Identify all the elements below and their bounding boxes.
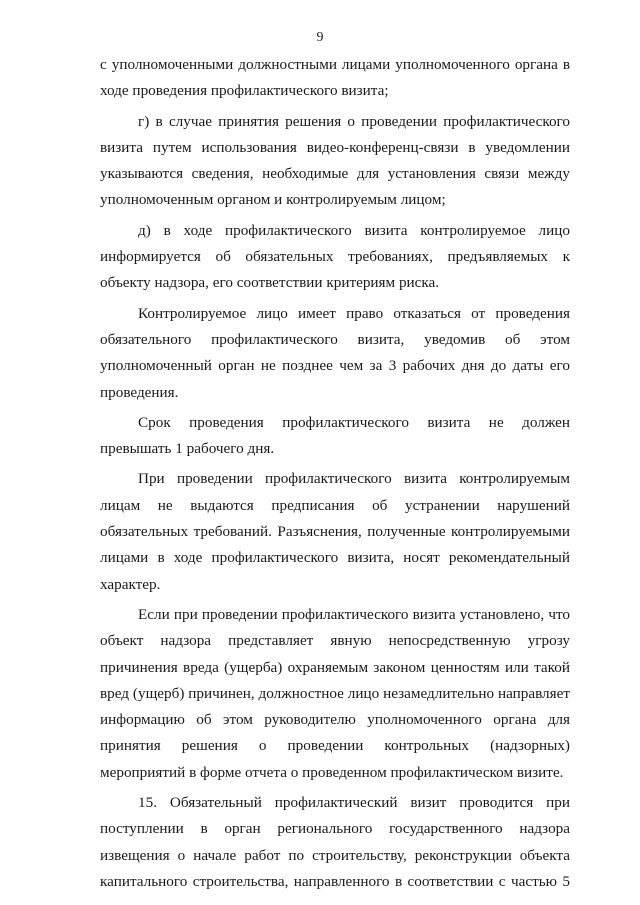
paragraph-visit-duration: Срок проведения профилактического визита не должен превышать 1 рабочего дня. — [100, 413, 570, 458]
paragraph-refusal-right: Контролируемое лицо имеет право отказаться от проведения обязательного профилактического визита, уведомив об этом уполномоченный орган не позднее чем за 3 рабочих дня до даты его проведения. — [100, 304, 570, 401]
paragraph-item-d: д) в ходе профилактического визита контролируемое лицо информируется об обязательных требованиях, предъявляемых к объекту надзора, его соответствии критериям риска. — [100, 221, 570, 292]
page-number: 9 — [316, 30, 324, 45]
paragraph-threat-found: Если при проведении профилактического визита установлено, что объект надзора представляет явную непосредственную угрозу причинения вреда (ущерба) охраняемым законом ценностям или такой вред (ущерб) причинен, должностное лицо незамедлительно направляет информацию об этом руководителю уполномоченного органа для принятия решения о проведении контрольных (надзорных) мероприятий в форме отчета о проведенном профилактическом визите. — [100, 605, 570, 781]
document-body — [100, 52, 570, 895]
paragraph-no-orders: При проведении профилактического визита контролируемым лицам не выдаются предписания об устранении нарушений обязательных требований. Разъяснения, полученные контролируемыми лицами в ходе профилактического визита, носят рекомендательный характер. — [100, 470, 570, 593]
paragraph-item-15: 15. Обязательный профилактический визит проводится при поступлении в орган регионального государственного надзора извещения о начале работ по строительству, реконструкции объекта капитального строительства, направленного в соответствии с частью 5 — [100, 794, 570, 890]
paragraph-item-g: г) в случае принятия решения о проведении профилактического визита путем использования видео-конференц-связи в уведомлении указываются сведения, необходимые для установления связи между уполномоченным органом и контролируемым лицом; — [100, 112, 570, 209]
paragraph-continuation: с уполномоченными должностными лицами уполномоченного органа в ходе проведения профилактического визита; — [100, 56, 570, 100]
